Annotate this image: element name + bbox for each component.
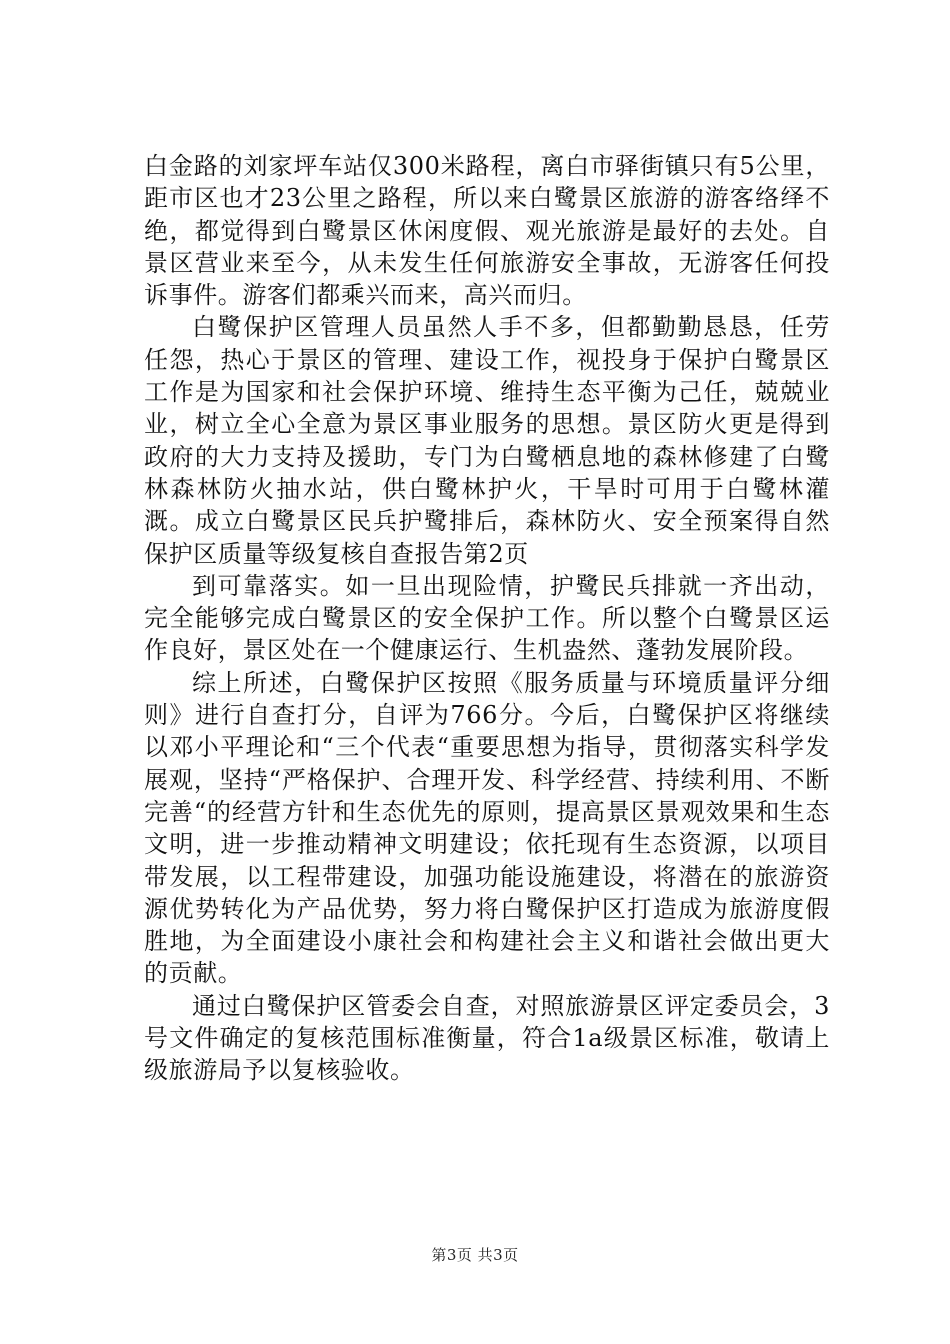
document-body [144, 150, 830, 1087]
page-footer: 第3页 共3页 [431, 1246, 519, 1264]
paragraph-2: 白鹭保护区管理人员虽然人手不多，但都勤勤恳恳，任劳任怨，热心于景区的管理、建设工作，视投身于保护白鹭景区工作是为国家和社会保护环境、维持生态平衡为己任，兢兢业业，树立全心全意为景区事业服务的思想。景区防火更是得到政府的大力支持及援助，专门为白鹭栖息地的森林修建了白鹭林森林防火抽水站，供白鹭林护火，干旱时可用于白鹭林灌溉。成立白鹭景区民兵护鹭排后，森林防火、安全预案得自然保护区质量等级复核自查报告第2页 [144, 313, 830, 568]
paragraph-1: 白金路的刘家坪车站仅300米路程，离白市驿街镇只有5公里，距市区也才23公里之路程，所以来白鹭景区旅游的游客络绎不绝，都觉得到白鹭景区休闲度假、观光旅游是最好的去处。自景区营业来至今，从未发生任何旅游安全事故，无游客任何投诉事件。游客们都乘兴而来，高兴而归。 [144, 152, 830, 310]
paragraph-4: 综上所述，白鹭保护区按照《服务质量与环境质量评分细则》进行自查打分，自评为766分。今后，白鹭保护区将继续以邓小平理论和“三个代表“重要思想为指导，贯彻落实科学发展观，坚持“严格保护、合理开发、科学经营、持续利用、不断完善“的经营方针和生态优先的原则，提高景区景观效果和生态文明，进一步推动精神文明建设；依托现有生态资源，以项目带发展，以工程带建设，加强功能设施建设，将潜在的旅游资源优势转化为产品优势，努力将白鹭保护区打造成为旅游度假胜地，为全面建设小康社会和构建社会主义和谐社会做出更大的贡献。 [144, 668, 830, 988]
paragraph-5: 通过白鹭保护区管委会自查，对照旅游景区评定委员会，3号文件确定的复核范围标准衡量，符合1a级景区标准，敬请上级旅游局予以复核验收。 [144, 991, 830, 1085]
paragraph-3: 到可靠落实。如一旦出现险情，护鹭民兵排就一齐出动，完全能够完成白鹭景区的安全保护工作。所以整个白鹭景区运作良好，景区处在一个健康运行、生机盎然、蓬勃发展阶段。 [144, 571, 830, 665]
